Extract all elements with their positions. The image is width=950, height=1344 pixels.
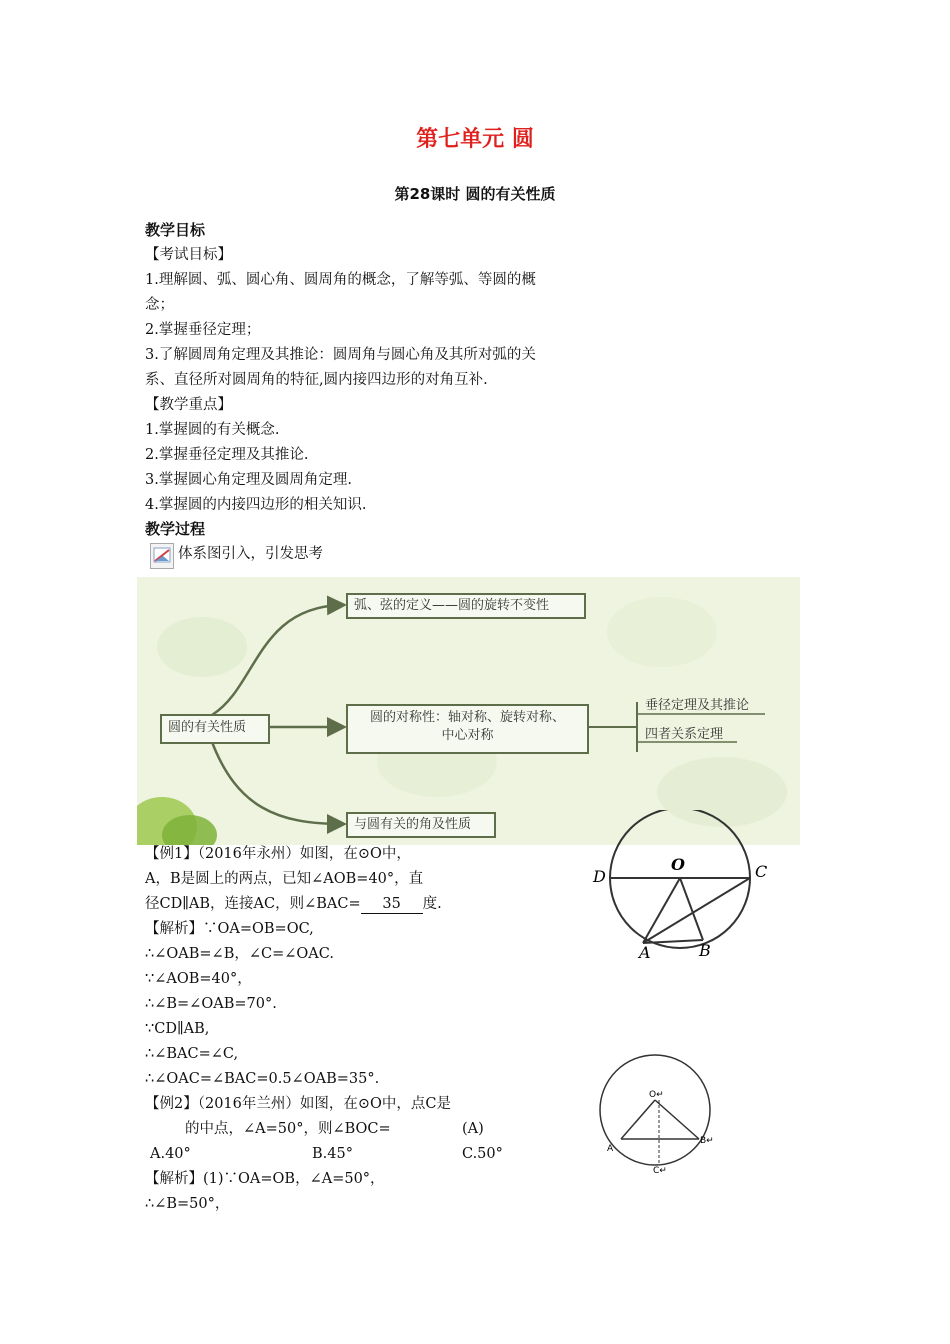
focus-item: 1.掌握圆的有关概念. [145, 422, 280, 438]
focus-item: 2.掌握垂径定理及其推论. [145, 447, 309, 463]
label-d: D [593, 867, 606, 886]
label-b: B [699, 941, 711, 960]
example2-line: 的中点，∠A=50°，则∠BOC= [185, 1121, 391, 1137]
map-root: 圆的有关性质 [160, 714, 270, 744]
example2-answer: (A) [462, 1121, 484, 1137]
example2-solution-line: 【解析】(1)∵OA=OB，∠A=50°， [145, 1171, 385, 1187]
example1-circle-figure [585, 810, 775, 960]
example1-line [145, 895, 442, 914]
example1-solution-line: ∴∠B=∠OAB=70°. [145, 996, 277, 1012]
label-a: A [607, 1144, 614, 1154]
exam-goal-item: 1.理解圆、弧、圆心角、圆周角的概念，了解等弧、等圆的概 [145, 272, 536, 288]
map-branch-symmetry-line: 中心对称 [441, 728, 494, 743]
example1-answer-blank: 35 [361, 895, 423, 914]
label-o: O↵ [649, 1090, 664, 1100]
example1-solution-line: ∵∠AOB=40°， [145, 971, 252, 987]
example1-solution-line: ∴∠BAC=∠C, [145, 1046, 239, 1062]
focus-label: 【教学重点】 [145, 397, 232, 413]
example2-option-b: B.45° [312, 1146, 353, 1162]
label-o: O [671, 855, 685, 874]
map-sub-perpendicular: 垂径定理及其推论 [645, 698, 750, 713]
exam-goals-label: 【考试目标】 [145, 247, 232, 263]
exam-goal-item: 念； [145, 297, 174, 313]
example2-circle-figure [595, 1045, 725, 1175]
focus-item: 3.掌握圆心角定理及圆周角定理. [145, 472, 352, 488]
example2-solution-line: ∴∠B=50°， [145, 1196, 230, 1212]
exam-goal-item: 2.掌握垂径定理； [145, 322, 261, 338]
unit-title: 第七单元 圆 [416, 127, 534, 152]
focus-item: 4.掌握圆的内接四边形的相关知识. [145, 497, 367, 513]
example2-option-c: C.50° [462, 1146, 503, 1162]
map-branch-definitions: 弧、弦的定义——圆的旋转不变性 [346, 593, 586, 619]
exam-goal-item: 3.了解圆周角定理及其推论：圆周角与圆心角及其所对弧的关 [145, 347, 536, 363]
lesson-title: 第28课时 圆的有关性质 [394, 185, 556, 203]
map-branch-symmetry-line: 圆的对称性：轴对称、旋转对称、 [369, 710, 565, 725]
picture-icon [150, 543, 174, 569]
label-c: C [755, 862, 768, 881]
label-c: C↵ [653, 1166, 667, 1175]
example2-option-a: A.40° [150, 1146, 191, 1162]
example1-solution-line: ∴∠OAB=∠B，∠C=∠OAC. [145, 946, 334, 962]
map-branch-angles: 与圆有关的角及性质 [346, 812, 496, 838]
example1-line: 【例1】（2016年永州）如图，在⊙O中， [145, 846, 411, 862]
map-branch-symmetry [346, 704, 589, 754]
label-a: A [639, 943, 651, 960]
example1-solution-line: ∴∠OAC=∠BAC=0.5∠OAB=35°. [145, 1071, 380, 1087]
example2-line: 【例2】（2016年兰州）如图，在⊙O中，点C是 [145, 1096, 452, 1112]
example1-question-text: 径CD∥AB，连接AC，则∠BAC= [145, 896, 361, 912]
intro-text: 体系图引入，引发思考 [178, 546, 323, 562]
example1-line: A，B是圆上的两点，已知∠AOB=40°，直 [145, 871, 424, 887]
concept-map [137, 577, 800, 845]
process-heading: 教学过程 [145, 520, 206, 538]
exam-goal-item: 系、直径所对圆周角的特征,圆内接四边形的对角互补. [145, 372, 488, 388]
label-b: B↵ [700, 1136, 714, 1146]
map-sub-four-relations: 四者关系定理 [645, 727, 724, 742]
goals-heading: 教学目标 [145, 221, 206, 239]
example1-solution-line: 【解析】∵OA=OB=OC, [145, 921, 314, 937]
example1-question-end: 度. [422, 896, 442, 912]
example1-solution-line: ∵CD∥AB, [145, 1021, 210, 1037]
